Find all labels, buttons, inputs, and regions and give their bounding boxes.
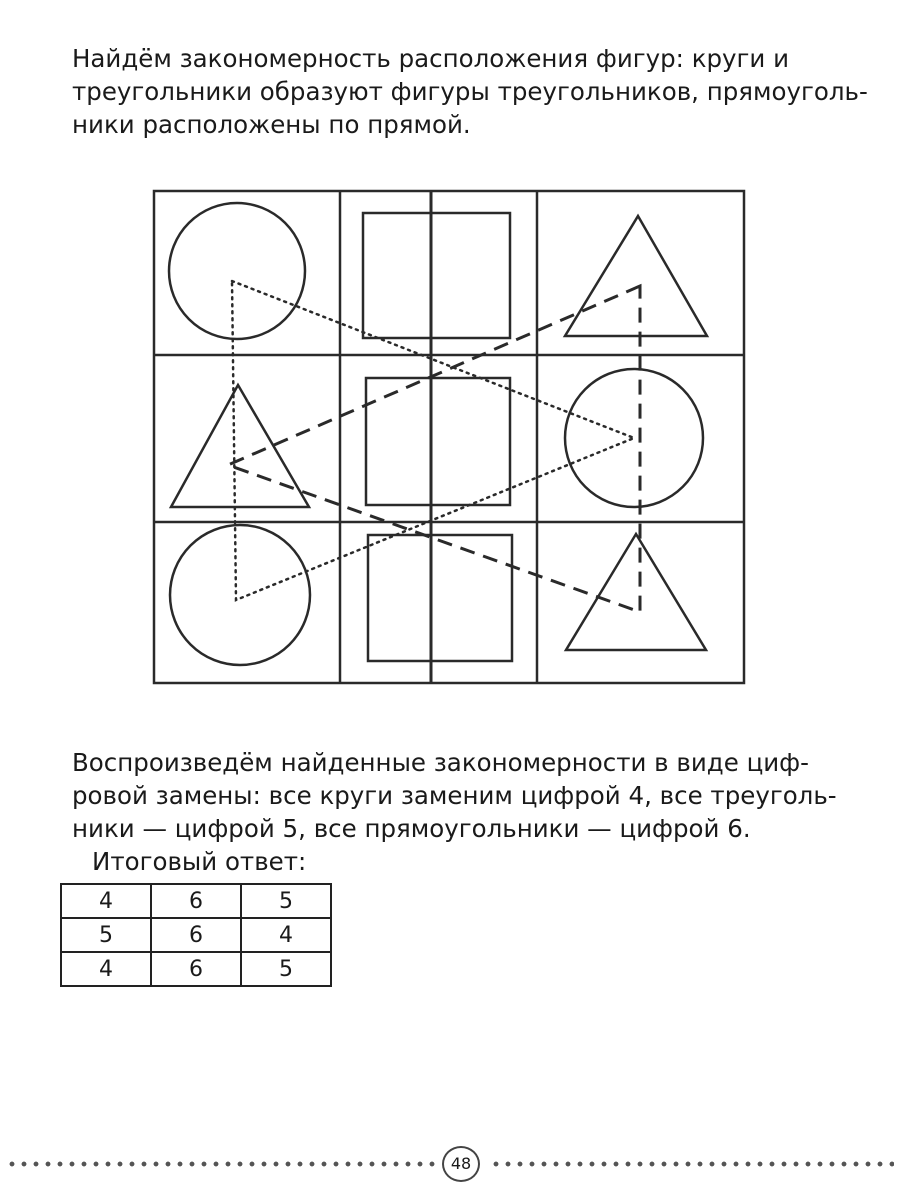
table-row: [61, 918, 331, 952]
page-number: 48: [442, 1146, 480, 1182]
rectangle-shape: [368, 535, 512, 661]
dotted-triangle: [232, 281, 634, 600]
replacement-line: ровой замены: все круги заменим цифрой 4, все треуголь-: [72, 781, 837, 810]
answer-cell: 5: [61, 918, 151, 952]
rectangle-shape: [363, 213, 510, 338]
intro-line: ники расположены по прямой.: [72, 110, 471, 139]
table-row: [61, 884, 331, 918]
triangle-shape: [565, 216, 707, 336]
answer-cell: 4: [61, 884, 151, 918]
dotted-divider: [6, 1161, 436, 1167]
circle-shape: [170, 525, 310, 665]
answer-cell: 4: [61, 952, 151, 986]
circle-shape: [565, 369, 703, 507]
circle-shape: [169, 203, 305, 339]
answer-cell: 6: [151, 884, 241, 918]
answer-cell: 5: [241, 952, 331, 986]
answer-cell: 5: [241, 884, 331, 918]
answer-cell: 6: [151, 952, 241, 986]
intro-line: треугольники образуют фигуры треугольников, прямоуголь-: [72, 77, 868, 106]
answer-table: [60, 883, 332, 987]
intro-line: Найдём закономерность расположения фигур: круги и: [72, 44, 790, 73]
grid-border: [154, 191, 744, 683]
answer-cell: 6: [151, 918, 241, 952]
replacement-paragraph: [72, 746, 862, 845]
dotted-divider: [490, 1161, 894, 1167]
table-row: [61, 952, 331, 986]
answer-label: Итоговый ответ:: [92, 847, 307, 876]
triangle-shape: [171, 385, 309, 507]
replacement-line: ники — цифрой 5, все прямоугольники — цифрой 6.: [72, 814, 751, 843]
answer-cell: 4: [241, 918, 331, 952]
replacement-line: Воспроизведём найденные закономерности в виде циф-: [72, 748, 809, 777]
